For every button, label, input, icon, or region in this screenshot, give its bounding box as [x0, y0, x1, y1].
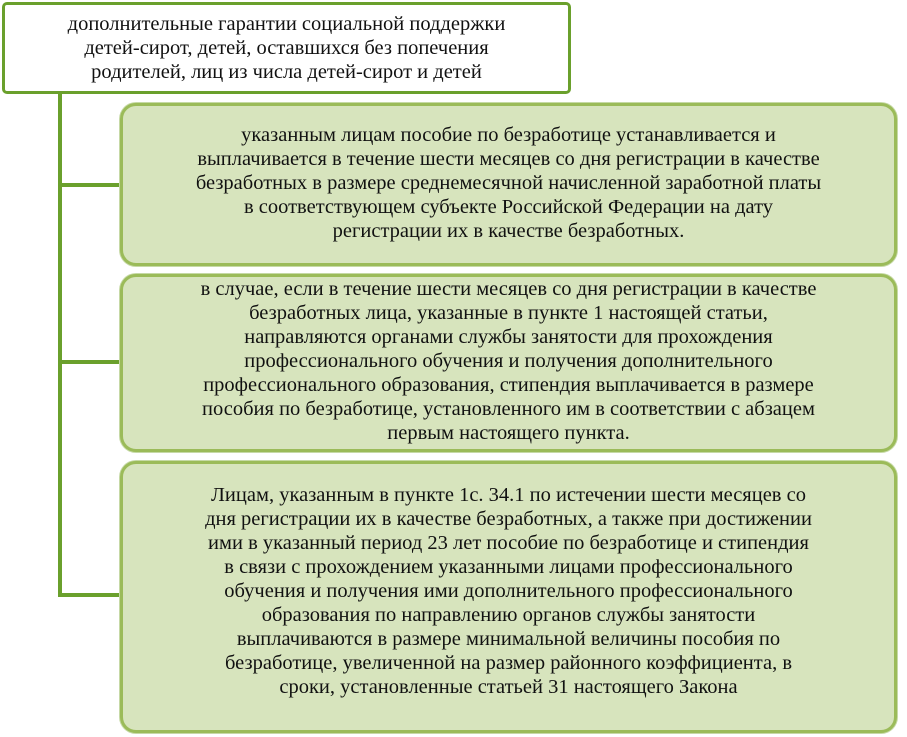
connector-trunk — [58, 94, 62, 597]
child-node-minimum-benefit — [120, 461, 897, 733]
child-node-text: Лицам, указанным в пункте 1с. 34.1 по истечении шести месяцев со дня регистрации их в качестве безработных, а также при достижении ими в указанный период 23 лет пособие по безработице и стипендия в связи с прохождением указанными лицами профессионального обучения и получения ими дополнительного профессионального образования по направлению органов службы занятости выплачиваются в размере минимальной величины пособия по безработице, увеличенной на размер районного коэффициента, в сроки, установленные статьей 31 настоящего Закона — [205, 484, 812, 698]
connector-branch-2 — [58, 360, 120, 364]
child-node-text: указанным лицам пособие по безработице устанавливается и выплачивается в течение шести месяцев со дня регистрации в качестве безработных в размере среднемесячной начисленной заработной платы в соответствующем субъекте Российской Федерации на дату регистрации их в качестве безработных. — [195, 124, 822, 242]
child-node-unemployment-benefit — [120, 103, 897, 266]
connector-branch-1 — [58, 183, 120, 187]
root-node — [2, 2, 571, 94]
root-node-text: дополнительные гарантии социальной поддержки детей-сирот, детей, оставшихся без попечения родителей, лиц из числа детей-сирот и детей — [67, 13, 506, 83]
child-node-text: в случае, если в течение шести месяцев со дня регистрации в качестве безработных лица, указанные в пункте 1 настоящей статьи, направляются органами службы занятости для прохождения профессионального обучения и получения дополнительного профессионального образования, стипендия выплачивается в размере пособия по безработице, установленного им в соответствии с абзацем первым настоящего пункта. — [200, 278, 817, 444]
child-node-stipend — [120, 274, 897, 452]
connector-branch-3 — [58, 593, 120, 597]
